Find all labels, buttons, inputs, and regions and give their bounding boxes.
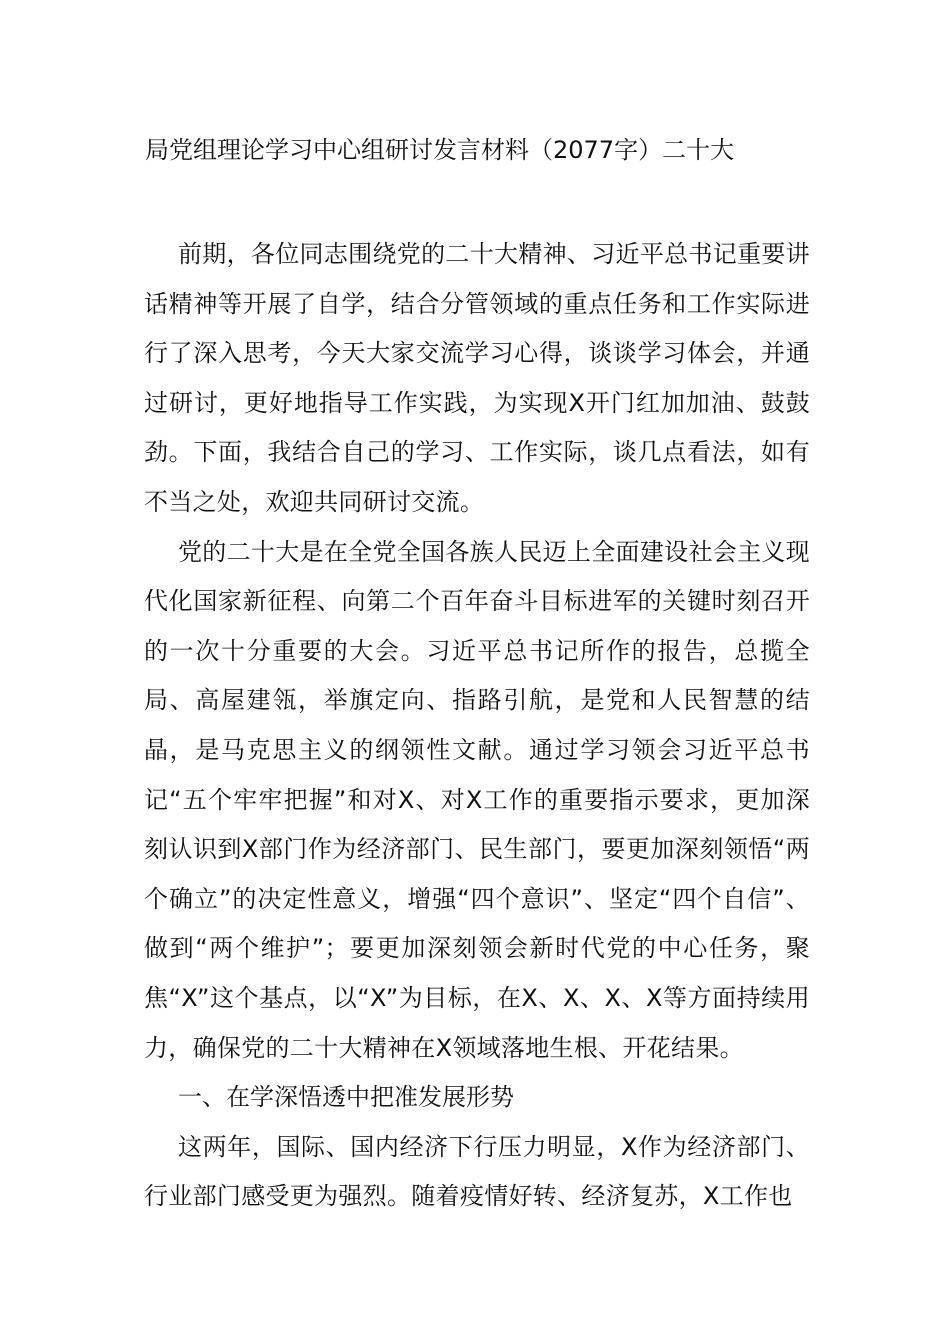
section-heading: 一、在学深悟透中把准发展形势 <box>178 1083 514 1112</box>
paragraph-intro: 前期，各位同志围绕党的二十大精神、习近平总书记重要讲话精神等开展了自学，结合分管领域的重点任务和工作实际进行了深入思考，今天大家交流学习心得，谈谈学习体会，并通过研讨，更好地指导工作实践，为实现X开门红加加油、鼓鼓劲。下面，我结合自己的学习、工作实际，谈几点看法，如有不当之处，欢迎共同研讨交流。 <box>144 240 810 516</box>
document-title: 局党组理论学习中心组研讨发言材料（2077字）二十大 <box>145 136 735 164</box>
document-body <box>144 230 810 1222</box>
paragraph-congress: 党的二十大是在全党全国各族人民迈上全面建设社会主义现代化国家新征程、向第二个百年奋斗目标进军的关键时刻召开的一次十分重要的大会。习近平总书记所作的报告，总揽全局、高屋建瓴，举旗定向、指路引航，是党和人民智慧的结晶，是马克思主义的纲领性文献。通过学习领会习近平总书记“五个牢牢把握”和对X、对X工作的重要指示要求，更加深刻认识到X部门作为经济部门、民生部门，要更加深刻领悟“两个确立”的决定性意义，增强“四个意识”、坚定“四个自信”、做到“两个维护”；要更加深刻领会新时代党的中心任务，聚焦“X”这个基点，以“X”为目标，在X、X、X、X等方面持续用力，确保党的二十大精神在X领域落地生根、开花结果。 <box>144 537 810 1062</box>
paragraph-situation: 这两年，国际、国内经济下行压力明显，X作为经济部门、行业部门感受更为强烈。随着疫情好转、经济复苏，X工作也 <box>144 1132 810 1211</box>
